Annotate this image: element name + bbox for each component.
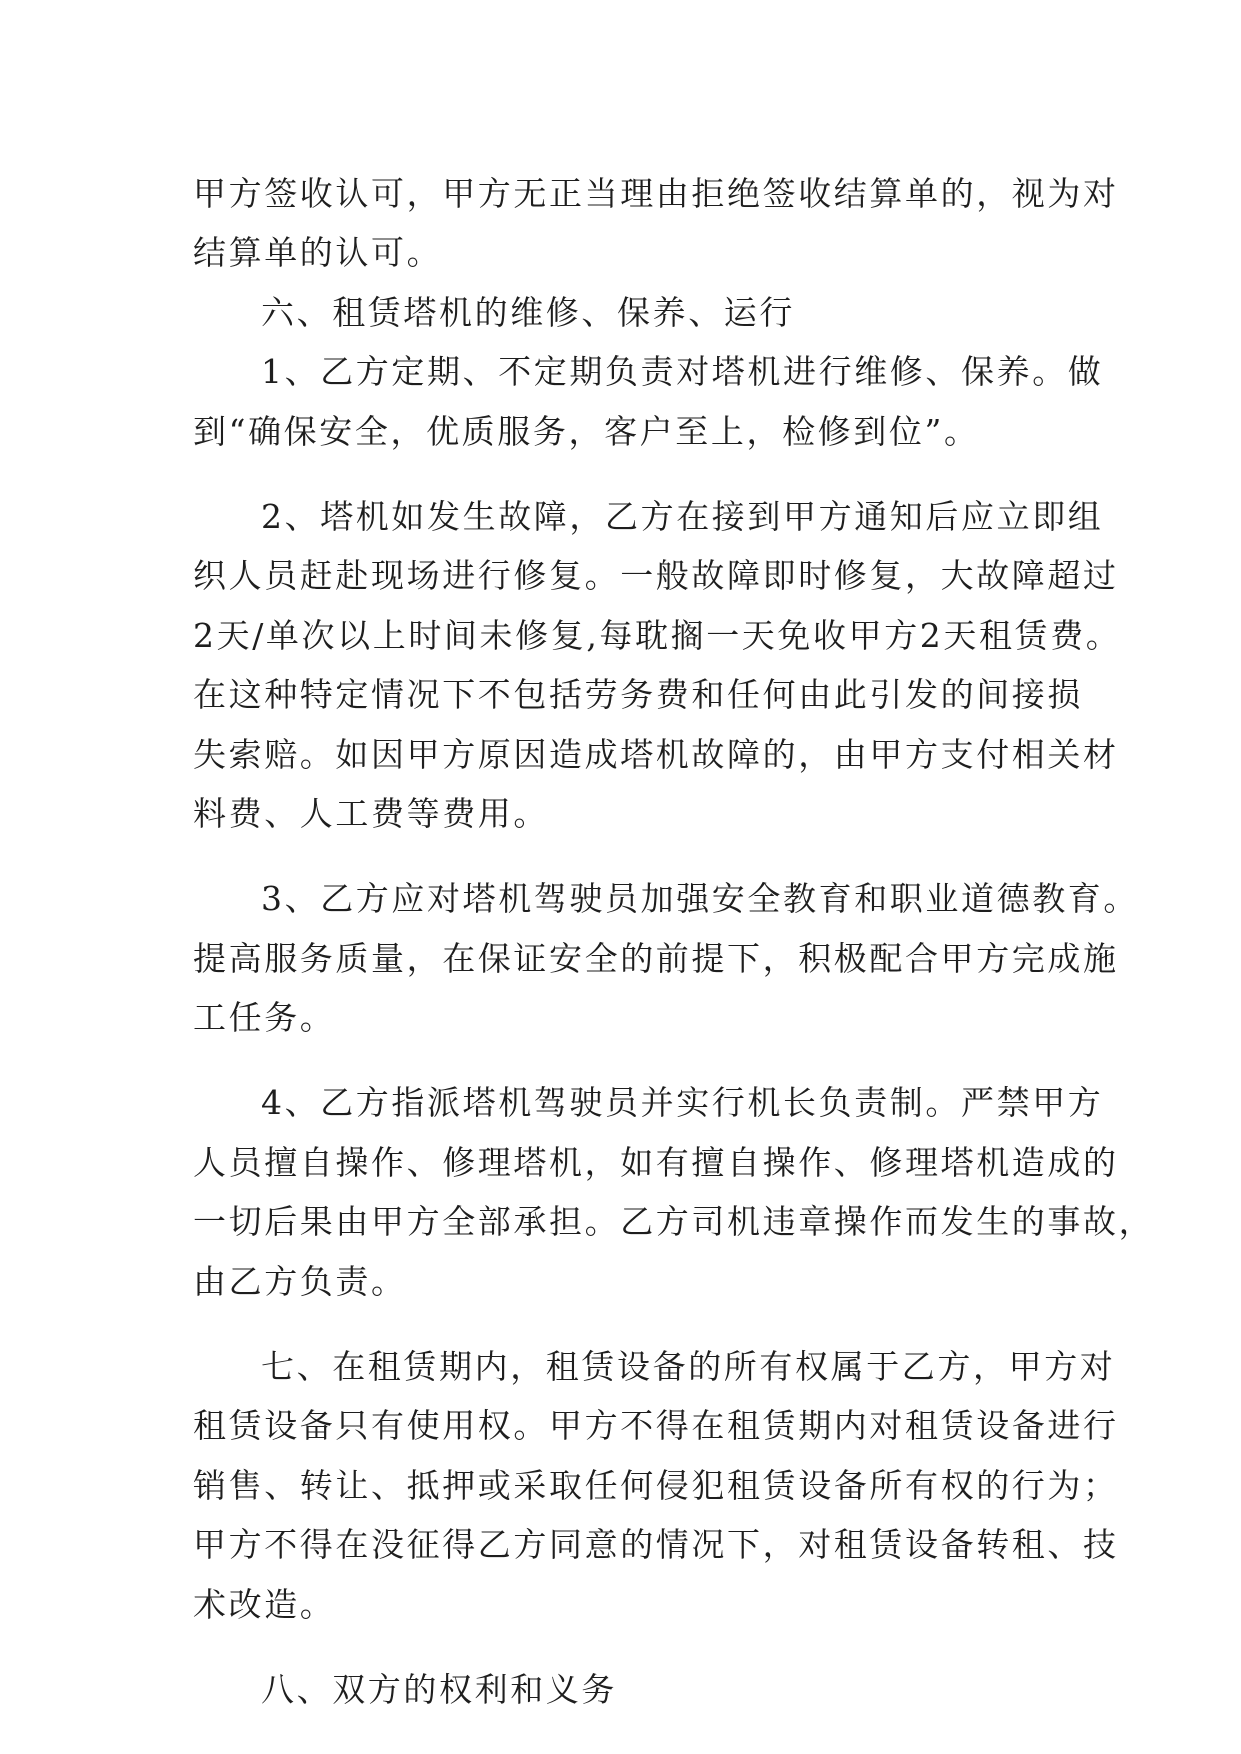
- text-line: 人员擅自操作、修理塔机，如有擅自操作、修理塔机造成的: [193, 1142, 1119, 1182]
- paragraph-spacer: [193, 1311, 1063, 1337]
- clause-3: [193, 869, 1139, 1047]
- text-line: 2天/单次以上时间未修复,每耽搁一天免收甲方2天租赁费。: [193, 615, 1122, 655]
- clause-2: [193, 487, 1122, 843]
- clause-1: [193, 342, 1104, 461]
- paragraph-spacer: [193, 1634, 1063, 1660]
- text-line: 织人员赶赴现场进行修复。一般故障即时修复，大故障超过: [193, 556, 1119, 596]
- text-line: 2、塔机如发生故障，乙方在接到甲方通知后应立即组: [261, 496, 1104, 536]
- paragraph-spacer: [193, 461, 1063, 487]
- text-line: 销售、转让、抵押或采取任何侵犯租赁设备所有权的行为；: [193, 1465, 1119, 1505]
- text-line: 在这种特定情况下不包括劳务费和任何由此引发的间接损: [193, 675, 1083, 715]
- text-line: 结算单的认可。: [193, 233, 443, 273]
- text-line: 工任务。: [193, 998, 336, 1038]
- paragraph-spacer: [193, 1047, 1063, 1073]
- text-line: 3、乙方应对塔机驾驶员加强安全教育和职业道德教育。: [261, 879, 1139, 919]
- text-line: 租赁设备只有使用权。甲方不得在租赁期内对租赁设备进行: [193, 1406, 1119, 1446]
- text-line: 1、乙方定期、不定期负责对塔机进行维修、保养。做: [261, 352, 1104, 392]
- document-body: [193, 164, 1155, 1719]
- clause-4: [193, 1073, 1155, 1311]
- text-line: 到“确保安全，优质服务，客户至上，检修到位”。: [193, 411, 980, 451]
- text-line: 一切后果由甲方全部承担。乙方司机违章操作而发生的事故，: [193, 1202, 1155, 1242]
- text-line: 术改造。: [193, 1584, 336, 1624]
- text-line: 甲方不得在没征得乙方同意的情况下，对租赁设备转租、技: [193, 1525, 1119, 1565]
- text-line: 甲方签收认可，甲方无正当理由拒绝签收结算单的，视为对: [193, 174, 1119, 213]
- text-line: 由乙方负责。: [193, 1261, 407, 1301]
- text-line: 七、在租赁期内，租赁设备的所有权属于乙方，甲方对: [261, 1347, 1116, 1387]
- section-heading-6: [193, 283, 1063, 342]
- section-heading-8: [193, 1660, 1063, 1719]
- text-line: 提高服务质量，在保证安全的前提下，积极配合甲方完成施: [193, 938, 1119, 978]
- section-7: [193, 1337, 1119, 1634]
- text-line: 失索赔。如因甲方原因造成塔机故障的，由甲方支付相关材: [193, 734, 1119, 774]
- paragraph-continuation: [193, 164, 1119, 283]
- paragraph-spacer: [193, 843, 1063, 869]
- heading-text: 八、双方的权利和义务: [261, 1669, 617, 1709]
- heading-text: 六、租赁塔机的维修、保养、运行: [261, 292, 795, 332]
- text-line: 4、乙方指派塔机驾驶员并实行机长负责制。严禁甲方: [261, 1083, 1104, 1123]
- text-line: 料费、人工费等费用。: [193, 793, 549, 833]
